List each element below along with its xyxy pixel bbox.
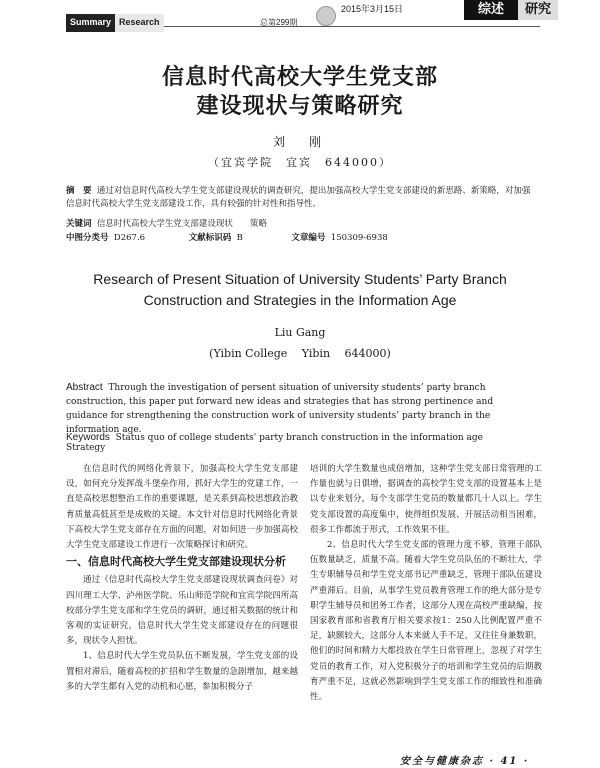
- affiliation-en: (Yibin College Yibin 644000): [209, 347, 391, 360]
- author-cn: 刘 刚: [272, 135, 327, 149]
- title-cn-line2: 建设现状与策略研究: [196, 93, 404, 119]
- column-tag-review: 综述: [464, 0, 518, 20]
- paragraph: 在信息时代的网络化背景下，加强高校大学生党支部建设，如何充分发挥战斗堡垒作用，抓好大学生的党建工作，一直是高校思想整治工作的重要课题，是关系到高校思想政治教育质量高低甚至是成败的关键。本文针对信息时代网络化背景下高校大学生党支部存在方面的问题，对如何进一步加强高校大学生党支部建设工作进行一次策略探讨和研究。: [66, 464, 298, 551]
- issue-date: 2015年3月15日: [341, 4, 404, 14]
- author-en: Liu Gang: [274, 326, 326, 339]
- keywords-en: [66, 430, 534, 453]
- keywords-cn-text: 信息时代高校大学生党支部建设现状 策略: [96, 219, 267, 229]
- section-heading: 一、信息时代高校大学生党支部建设现状分析: [66, 556, 286, 569]
- paragraph: 通过《信息时代高校大学生党支部建设现状调查问卷》对四川理工大学、泸州医学院、乐山师范学院和宜宾学院四所高校部分学生党支部和学生党员的调研，通过相关数据的统计和客观的实证研究，信息时代大学生党支部建设存在的问题很多，现状令人担忧。: [66, 575, 298, 647]
- seal-icon: [316, 6, 336, 26]
- badge-summary: Summary: [66, 14, 115, 32]
- title-en-line2: Construction and Strategies in the Information Age: [143, 292, 457, 308]
- classification-line: [66, 232, 534, 245]
- issue-number: 总第299期: [260, 18, 298, 27]
- clc-value: D267.6: [113, 233, 146, 243]
- paragraph: 培训的大学生数量也成倍增加，这种学生党支部日常管理的工作量也就与日俱增，据调查的高校学生党支部的设置基本上是以专业来划分，每个支部学生党员的数量都几十人以上。学生党支部设置的高度集中，使得组织发展、开展活动相当困难，很多工作都流于形式，工作效果不佳。: [310, 464, 542, 535]
- clc-label: 中图分类号: [66, 233, 109, 243]
- article-label: 文章编号: [291, 233, 326, 243]
- doc-label: 文献标识码: [188, 233, 232, 243]
- abstract-cn: [66, 185, 534, 211]
- article-value: 150309-6938: [330, 233, 388, 243]
- page-footer: 安全与健康杂志 · 41 ·: [400, 756, 530, 767]
- section-badge: [66, 14, 164, 32]
- doc-value: B: [236, 233, 243, 243]
- abstract-en-text: Through the investigation of persent situation of university students’ party branch construction, this paper put forward new ideas and strategies that has strong pertinence and guidance for strengthening the construction work of university students’ party branch in the information age.: [66, 383, 494, 435]
- keywords-cn: [66, 218, 534, 231]
- keywords-en-label: Keywords: [66, 432, 110, 443]
- badge-research: Research: [115, 14, 164, 32]
- paragraph: 1、信息时代大学生党员队伍不断发展，学生党支部的设置相对滞后，随着高校的扩招和学生数量的急剧增加，越来越多的大学生都有入党的动机和心愿，参加积极分子: [66, 651, 298, 692]
- column-tag-research: 研究: [518, 0, 558, 20]
- abstract-cn-text: 通过对信息时代高校大学生党支部建设现状的调查研究，提出加强高校大学生党支部建设的新思路、新策略，对加强信息时代高校大学生党支部建设工作，具有较强的针对性和指导性。: [66, 186, 531, 209]
- affiliation-cn: （宜宾学院 宜宾 644000）: [208, 156, 392, 169]
- abstract-en-label: Abstract: [66, 382, 103, 393]
- paragraph: 2、信息时代大学生党支部的管理力度不够，管理干部队伍数量缺乏，质量不高。随着大学生党员队伍的不断壮大，学生专职辅导员和学生党支部书记严重缺乏，管理干部队伍建设严重滞后。目前，从事学生党员教育管理工作的绝大部分是专职学生辅导员和团务工作者，这部分人现在高校严重缺编，按国家教育部和省教育厅相关要求按1：250人比例配置严重不足，缺额较大，这部分人本来就人手不足，又往往身兼数职，他们的时间和精力大都投放在学生日常管理上，忽视了对学生党员的教育工作，对入党积极分子的培训和学生党员的后期教育严重不足，这就必然影响到学生党支部工作的细致性和准确性。: [310, 540, 542, 703]
- abstract-cn-label: 摘 要: [66, 186, 92, 196]
- abstract-en: [66, 381, 534, 437]
- keywords-cn-label: 关键词: [66, 219, 92, 229]
- title-en-line1: Research of Present Situation of University Students’ Party Branch: [93, 271, 507, 287]
- body-column-right: [310, 462, 542, 705]
- title-cn-line1: 信息时代高校大学生党支部: [161, 64, 438, 90]
- body-column-left: [66, 462, 298, 695]
- keywords-en-text: Status quo of college students' party branch construction in the information age Strategy: [66, 433, 511, 453]
